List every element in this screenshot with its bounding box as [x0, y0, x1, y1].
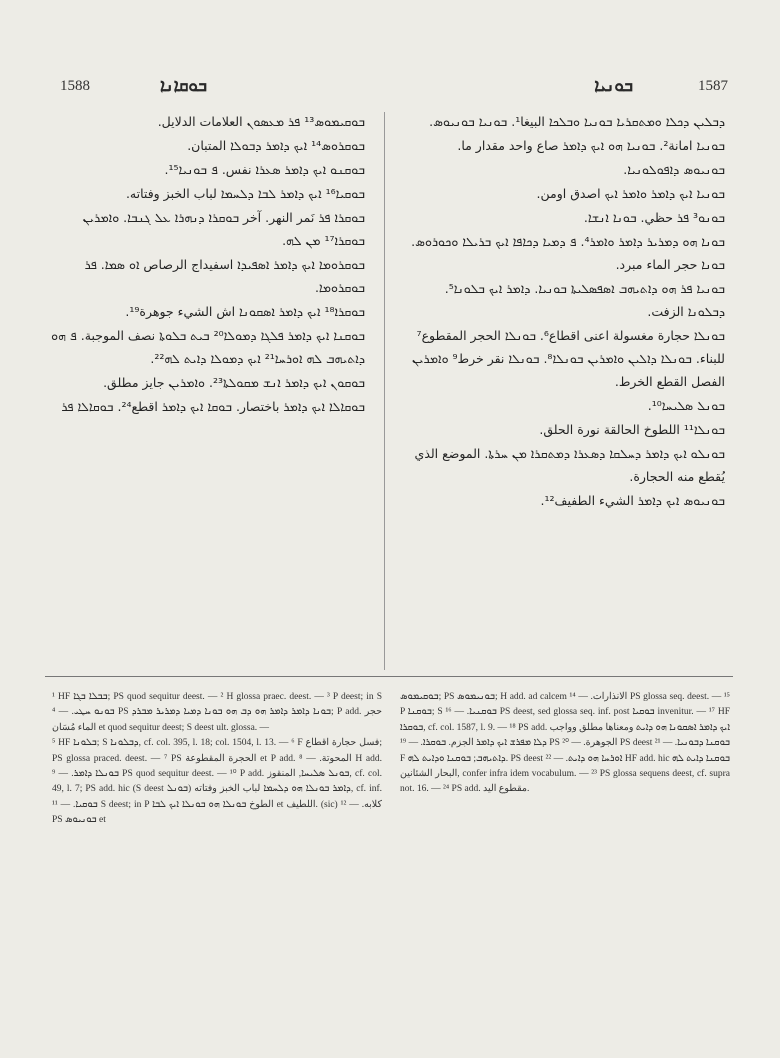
- lexicon-entry: ܒܘܢܠܐ حجارة مغسولة اعنى اقطاع⁶. ܒܘܢܠܐ الحجر المقطوع⁷ للبناء. ܒܘܢܠܐ ܕܐܠܝܢ ܘܐܡܪܝܢ ܒܘܢܠܐ⁸. ܒܘܢܠܐ نقر خرط⁹ ܘܐܡܪܝܢ الفصل القطع الخرط.: [411, 328, 725, 389]
- footnote-text: ¹ HF ܒܒܠܐ ܒܓܐ; PS quod sequitur deest. — ² H glossa praec. deest. — ³ P deest; in S ܒܘܢܘ ܚܛܝ. — ⁴ PS ܒܘܢܐ ܕܐܡܪ ܕܐܡܪ ܗܘ ܕܒ ܗܘ ܒܘܢܐ ܕܡܝܐ ܕܡܪܝܪ ܡܒܪܕ; P add. حجر الماء مُسَان et quod sequitur deest; S deest ult. glossa. —: [52, 692, 382, 733]
- lexicon-entry: ܒܘܩܪܘܣ¹⁴ ܐܝܟ ܕܐܡܪ ܕܒܘܠܐ المتبان.: [187, 138, 365, 153]
- lexicon-entry: ܒܘܢܝܘܣ ܐܝܟ ܕܐܡܪ الشيء الطفيف¹².: [540, 493, 725, 508]
- footnotes-left: [52, 690, 382, 1020]
- right-column: [405, 110, 725, 670]
- footnote-text: ⁵ HF ܒܠܘܢܐ; S ܕܒܠܘܢܐ, cf. col. 395, l. 18; col. 1504, l. 13. — ⁶ F فسل حجارة اقطاع; PS glossa praced. deest. — ⁷ PS الحجرة المقطوعة et P add. المحوتة. — ⁸ H add. ܒܘܢܠܐ ܕܐܡܪ. — ⁹ PS quod sequitur deest. — ¹⁰ P add. ܒܘܢܠ ܣܠܝܚܐ, المنقوز, cf. col. 49, l. 7; PS add. hic (S deest ܒܘܢܠ) ܕܐܡܪ ܒܘܢܠܐ ܗܘ ܕܠܚܡܐ لباب الخبز وفتاته, cf. inf. ܒܘܩܝܐ. — ¹¹ S deest; in P الطوخ ܒܘܢܠܐ ܗܘ ܒܘܢܠܐ ܐܝܟ ܠܒܐ et اللطيف. (sic) كلابه. — ¹² PS ܒܘܢܝܘܣ et: [52, 738, 382, 826]
- lexicon-entry: ܒܘܢܝܐ امانة². ܒܘܢܝܐ ܗܘ ܐܝܟ ܕܐܡܪ صاع واحد مقدار ما.: [457, 138, 725, 153]
- lexicon-entry: ܒܘܩܝܐ¹⁶ ܐܝܟ ܕܐܡܪ ܠܒܐ ܕܠܚܡܐ لباب الخبز وفتاته.: [125, 186, 365, 201]
- lexicon-entry: ܒܘܢܝܐ ܦܪ ܗܘ ܕܐܬܝܗܒ ܐܣܦܣܠܝܬܐ ܒܘܢܝܐ. ܕܐܡܪ ܐܝܟ ܒܠܘܢܐ⁵. ܕܒܠܘܢܐ الزفت.: [444, 281, 725, 319]
- lexicon-entry: ܒܘܢܐ ܗܘ ܕܡܪܝܪ ܕܐܡܪ ܘܐܡܪ⁴. ܦ ܕܡܝܐ ܕܟܐܦܐ ܐܝܟ ܒܪܝܠܐ ܘܟܘܪܘܣ. ܒܘܢܐ حجر الماء مبرد.: [411, 234, 725, 272]
- column-divider: [384, 112, 385, 670]
- left-running-headword: ܒܘܩܐܢܐ: [160, 76, 208, 96]
- left-column: [45, 110, 365, 670]
- right-running-headword: ܒܘܢܝܐ: [594, 76, 633, 96]
- left-page-number: 1588: [60, 78, 90, 94]
- lexicon-entry: ܒܘܩܐܠܐ ܐܝܟ ܕܐܡܪ باختصار. ܒܘܩܐ ܐܝܟ ܕܐܡܪ اقطع²⁴. ܒܘܩܐܠܐ ܦܪ: [61, 399, 365, 414]
- lexicon-entry: ܒܘܢܘ³ ܦܪ حظي. ܒܘܢܐ ܐܢܫܐ.: [583, 210, 725, 225]
- lexicon-entry: ܒܘܩܪܐ¹⁸ ܐܝܟ ܕܐܡܪ ܐܣܩܘܢܐ اش الشيء جوهرة¹⁹.: [125, 304, 365, 319]
- lexicon-entry: ܒܘܩܪܘܡܐ ܐܝܟ ܕܐܡܪ ܐܣܦܝܕܐ اسفيداج الرصاص ܐܘ ܣܡܐ. ܦܪ ܒܘܩܪܘܡܐ.: [84, 257, 365, 295]
- lexicon-entry: ܒܘܩܝܡܘܣ¹³ ܦܪ ܡܥܣܘܢ العلامات الدلايل.: [157, 114, 365, 129]
- lexicon-entry: ܒܘܩܪܐ ܦܪ نَمر النهر. آخر ܒܘܩܪܐ ܕܢܗܪܐ ܥܠ ܓܢܒܐ. ܘܐܡܪܝܢ ܒܘܩܪܐ¹⁷ ܡܢ ܠܗ.: [82, 210, 365, 248]
- lexicon-entry: ܒܘܢܠ ܣܠܝܚܐ¹⁰.: [647, 398, 725, 413]
- lexicon-entry: ܒܘܩܢܘ ܐܝܟ ܕܐܡܪ ܣܥܪܐ نفس. ܦ ܒܘܢܝܐ¹⁵.: [164, 162, 365, 177]
- footnotes-right: [400, 690, 730, 1020]
- lexicon-entry: ܒܘܢܠܘ ܐܝܟ ܕܐܡܪ ܕܚܠܩܐ ܕܣܥܪܐ ܕܡܬܩܪܐ ܡܢ ܚܪܬܐ. الموضع الذي يُقطع منه الحجارة.: [414, 446, 725, 484]
- page-header: [60, 78, 728, 108]
- lexicon-entry: ܒܘܢܠܐ¹¹ اللطوخ الحالقة نورة الحلق.: [539, 422, 725, 437]
- footnote-rule: [45, 676, 733, 677]
- lexicon-entry: ܒܘܩܢܐ ܐܝܟ ܕܐܡܪ ܦܠܓܐ ܕܡܘܠܐ²⁰ ܒܝܬ ܒܠܘܬܐ نصف الموجبة. ܦ ܗܘ ܕܐܬܝܗܒ ܠܗ ܐܘܪܚܐ²¹ ܐܝܟ ܕܡܘܠܐ ܕܐܝܬ ܠܗ²².: [51, 328, 365, 366]
- lexicon-entry: ܒܘܩܘܢ ܐܝܟ ܕܐܡܪ ܐܢܫ ܡܩܘܠܬܐ²³. ܘܐܡܪܝܢ جايز مطلق.: [103, 375, 365, 390]
- lexicon-entry: ܒܘܢܝܘܣ ܕܐܦܘܠܘܢܝܐ.: [623, 162, 725, 177]
- lexicon-entry: ܕܒܠܝܢ ܕܟܠܐ ܘܡܬܩܪܝܐ ܒܘܢܝܐ ܘܒܠܟܐ البيغا¹. ܒܘܢܝܐ ܒܘܢܝܘܣ.: [429, 114, 725, 129]
- right-page-number: 1587: [698, 78, 728, 94]
- lexicon-entry: ܒܘܢܝܐ ܐܝܟ ܕܐܡܪ ܘܐܡܪ ܐܝܟ اصدق اومن.: [536, 186, 725, 201]
- footnote-text: ܒܘܩܝܡܘܣ; PS ܒܘܢܝܡܘܣ; H add. ad calcem الانذارات. — ¹⁴ PS glossa seq. deest. — ¹⁵ P ܒܘܩܢܐ; S ܒܘܩܢܝܐ. — ¹⁶ PS deest, sed glossa seq. inf. post ܒܘܩܝܐ invenitur. — ¹⁷ HF ܒܘܩܪܐ, cf. col. 1587, l. 9. — ¹⁸ PS add. ܐܝܟ ܕܐܡܪ ܐܣܩܘܢܐ ܗܘ ܕܐܝܬ ومعناها مطلق وواجب ܕܠܐ ܡܦܪܫ ܐܝܟ ܕܐܡܪ الجزم. ܒܘܩܪܐ. — ¹⁹ PS الجوهرة. — ²⁰ PS deest ܒܘܩܢܐ ܕܒܘܢܝܐ. — ²¹ F ܕܐܬܝܗܒ; ܒܘܩܢܐ ܘܕܐܝܬ ܠܗ. PS deest ܐܘܪܚܐ ܗܘ ܕܐܝܬ. — ²² HF add. hic ܒܘܩܢܐ ܕܐܝܬ ܠܗ البحار الشئانين, confer infra idem vocabulum. — ²³ PS glossa sequens deest, cf. supra not. 16. — ²⁴ PS add. مقطوع اليد.: [400, 692, 730, 795]
